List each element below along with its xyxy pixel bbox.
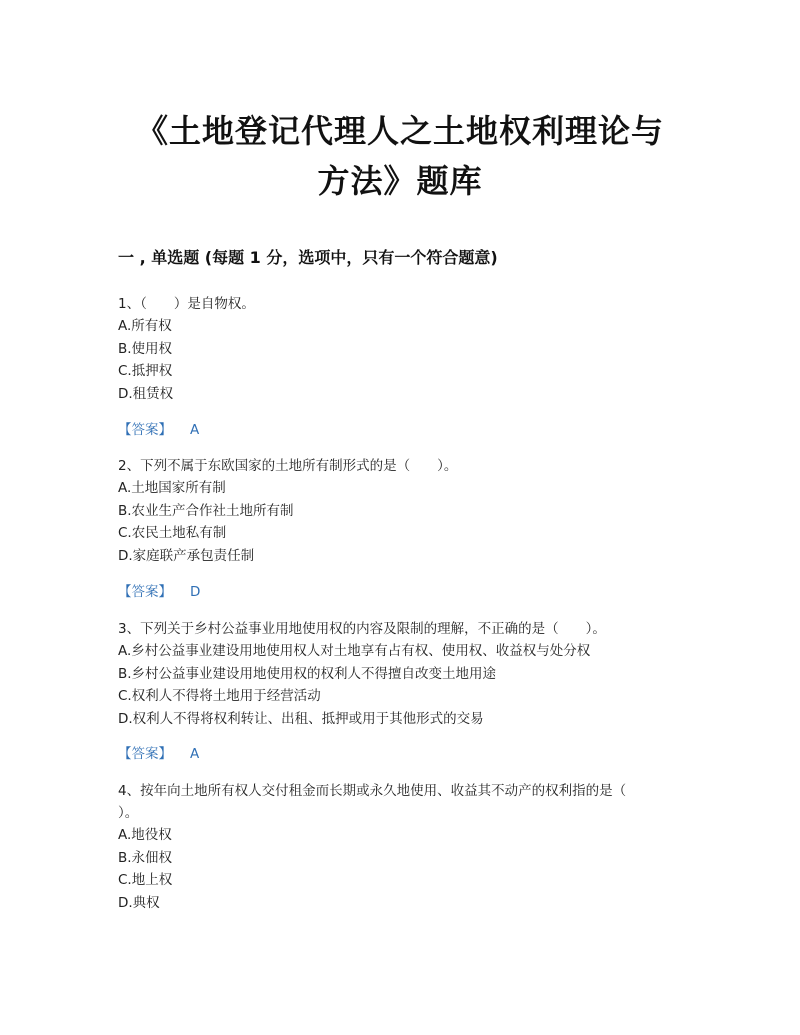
answer-label: 【答案】 — [118, 584, 172, 600]
answer-value: A — [190, 746, 200, 762]
question-4 — [118, 780, 718, 914]
question-2 — [118, 455, 678, 567]
answer-2 — [118, 581, 200, 603]
title-line-1: 《土地登记代理人之土地权利理论与 — [135, 112, 664, 150]
option-c: C.地上权 — [118, 872, 173, 888]
option-d: D.权利人不得将权利转让、出租、抵押或用于其他形式的交易 — [118, 710, 484, 727]
answer-label: 【答案】 — [118, 422, 172, 438]
option-b: B.乡村公益事业建设用地使用权的权利人不得擅自改变土地用途 — [118, 665, 497, 682]
title-line-2: 方法》题库 — [317, 162, 483, 200]
question-3 — [118, 618, 718, 730]
option-a: A.乡村公益事业建设用地使用权人对土地享有占有权、使用权、收益权与处分权 — [118, 643, 591, 659]
question-stem-line-2: ）。 — [118, 805, 139, 821]
option-d: D.家庭联产承包责任制 — [118, 547, 255, 564]
option-c: C.农民土地私有制 — [118, 525, 227, 541]
question-stem-line-1: 4、按年向土地所有权人交付租金而长期或永久地使用、收益其不动产的权利指的是（ — [118, 783, 627, 799]
question-1 — [118, 293, 678, 405]
question-stem: 1、（ ）是自物权。 — [118, 296, 255, 312]
option-b: B.永佃权 — [118, 849, 173, 866]
option-b: B.使用权 — [118, 340, 173, 357]
document-title — [100, 106, 700, 206]
answer-label: 【答案】 — [118, 746, 172, 762]
question-stem: 2、下列不属于东欧国家的土地所有制形式的是（ ）。 — [118, 458, 458, 474]
question-stem: 3、下列关于乡村公益事业用地使用权的内容及限制的理解，不正确的是（ ）。 — [118, 621, 606, 637]
answer-value: A — [190, 422, 200, 438]
option-c: C.权利人不得将土地用于经营活动 — [118, 688, 321, 704]
option-d: D.典权 — [118, 894, 160, 911]
section-heading: 一 , 单选题 (每题 1 分，选项中，只有一个符合题意) — [118, 248, 498, 267]
option-a: A.所有权 — [118, 318, 172, 334]
answer-3 — [118, 743, 199, 765]
option-b: B.农业生产合作社土地所有制 — [118, 502, 294, 519]
option-a: A.土地国家所有制 — [118, 480, 226, 496]
option-c: C.抵押权 — [118, 363, 173, 379]
option-d: D.租赁权 — [118, 385, 174, 402]
answer-value: D — [190, 584, 201, 600]
answer-1 — [118, 419, 199, 441]
option-a: A.地役权 — [118, 827, 172, 843]
